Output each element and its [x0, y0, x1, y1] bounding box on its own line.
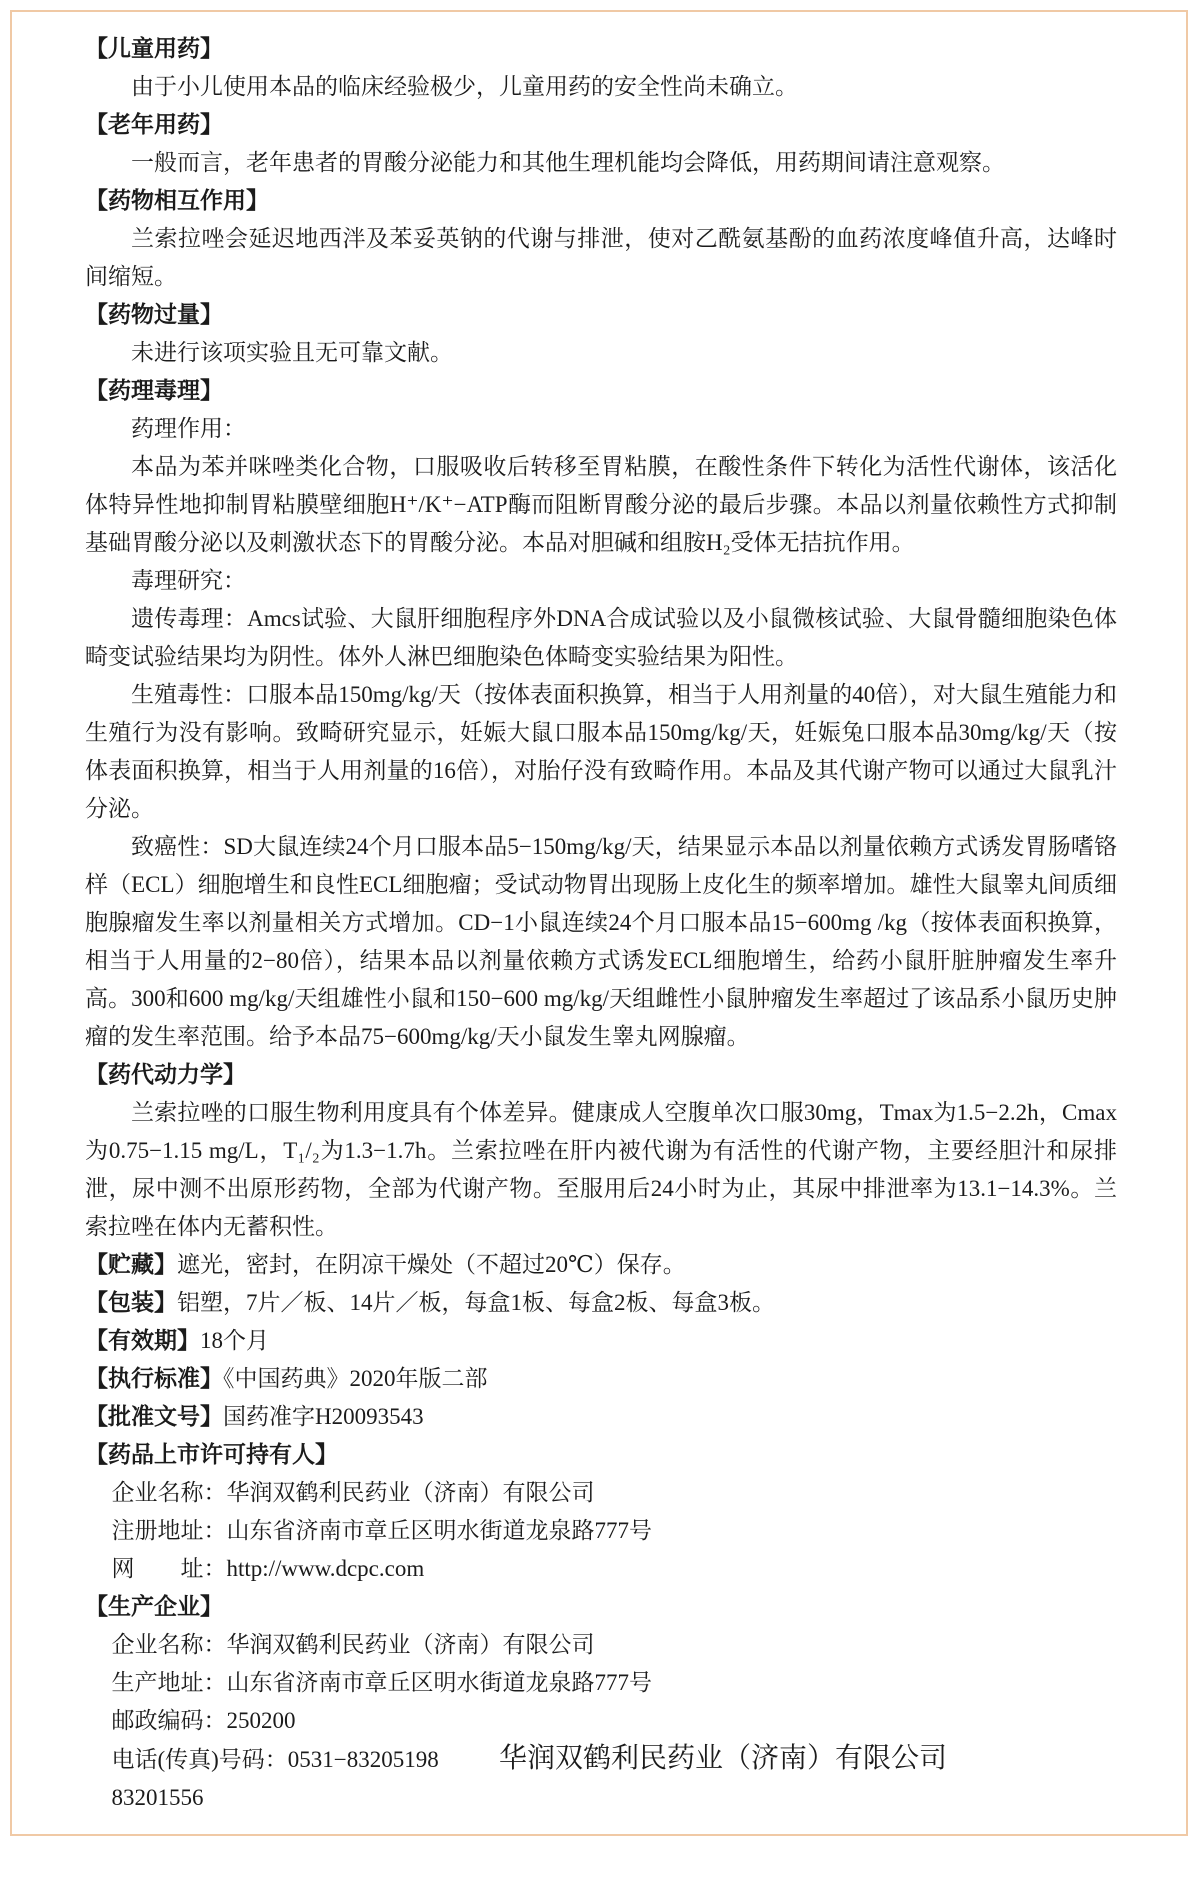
holder-website: 网 址：http://www.dcpc.com: [111, 1556, 425, 1581]
section-title-overdose: 【药物过量】: [85, 302, 223, 327]
subheading-pharmacologic-action: 药理作用：: [131, 416, 246, 441]
paragraph-pediatric-use: 由于小儿使用本品的临床经验极少，儿童用药的安全性尚未确立。: [131, 74, 798, 99]
field-storage-value: 遮光，密封，在阴凉干燥处（不超过20℃）保存。: [177, 1252, 686, 1277]
manufacturer-company-name: 企业名称：华润双鹤利民药业（济南）有限公司: [111, 1632, 595, 1657]
field-standard: [85, 1360, 1117, 1398]
field-shelf-life: [85, 1322, 1117, 1360]
field-packaging-value: 铝塑，7片／板、14片／板，每盒1板、每盒2板、每盒3板。: [177, 1290, 775, 1315]
section-title-manufacturer: 【生产企业】: [85, 1594, 223, 1619]
field-packaging-label: 【包装】: [85, 1290, 177, 1315]
section-title-pediatric-use: 【儿童用药】: [85, 36, 223, 61]
section-title-drug-interactions: 【药物相互作用】: [85, 188, 269, 213]
paragraph-overdose: 未进行该项实验且无可靠文献。: [131, 340, 453, 365]
field-approval-number-label: 【批准文号】: [85, 1404, 223, 1429]
paragraph-geriatric-use: 一般而言，老年患者的胃酸分泌能力和其他生理机能均会降低，用药期间请注意观察。: [131, 150, 1005, 175]
field-storage: [85, 1246, 1117, 1284]
field-standard-label: 【执行标准】: [85, 1366, 223, 1391]
paragraph-reproductive-toxicity: 生殖毒性：口服本品150mg/kg/天（按体表面积换算，相当于人用剂量的40倍），对大鼠生殖能力和生殖行为没有影响。致畸研究显示，妊娠大鼠口服本品150mg/kg/天，妊娠兔口服本品30mg/kg/天（按体表面积换算，相当于人用剂量的16倍），对胎仔没有致畸作用。本品及其代谢产物可以通过大鼠乳汁分泌。: [85, 682, 1117, 821]
section-title-pharmacology-toxicology: 【药理毒理】: [85, 378, 223, 403]
section-title-geriatric-use: 【老年用药】: [85, 112, 223, 137]
section-title-marketing-authorization-holder: 【药品上市许可持有人】: [85, 1442, 338, 1467]
holder-registered-address: 注册地址：山东省济南市章丘区明水街道龙泉路777号: [111, 1518, 652, 1543]
field-packaging: [85, 1284, 1117, 1322]
manufacturer-postal-code: 邮政编码：250200: [111, 1708, 296, 1733]
footer-company-name: 华润双鹤利民药业（济南）有限公司: [498, 1743, 947, 1774]
insert-text-content: [85, 30, 1117, 1817]
manufacturer-address: 生产地址：山东省济南市章丘区明水街道龙泉路777号: [111, 1670, 652, 1695]
footer-row: [85, 1740, 1117, 1817]
paragraph-pharmacokinetics: 兰索拉唑的口服生物利用度具有个体差异。健康成人空腹单次口服30mg，Tmax为1.5−2.2h，Cmax为0.75−1.15 mg/L，T₁/₂为1.3−1.7h。兰索拉唑在肝内被代谢为有活性的代谢产物，主要经胆汁和尿排泄，尿中测不出原形药物，全部为代谢产物。至服用后24小时为止，其尿中排泄率为13.1−14.3%。兰索拉唑在体内无蓄积性。: [85, 1100, 1117, 1239]
holder-company-name: 企业名称：华润双鹤利民药业（济南）有限公司: [111, 1480, 595, 1505]
manufacturer-phone-fax: 电话(传真)号码：0531−83205198 83201556: [111, 1747, 462, 1810]
subheading-toxicology-research: 毒理研究：: [131, 568, 246, 593]
field-storage-label: 【贮藏】: [85, 1252, 177, 1277]
field-approval-number: [85, 1398, 1117, 1436]
paragraph-drug-interactions: 兰索拉唑会延迟地西泮及苯妥英钠的代谢与排泄，使对乙酰氨基酚的血药浓度峰值升高，达峰时间缩短。: [85, 226, 1117, 289]
paragraph-pharmacologic-action: 本品为苯并咪唑类化合物，口服吸收后转移至胃粘膜，在酸性条件下转化为活性代谢体，该活化体特异性地抑制胃粘膜壁细胞H⁺/K⁺−ATP酶而阻断胃酸分泌的最后步骤。本品以剂量依赖性方式抑制基础胃酸分泌以及刺激状态下的胃酸分泌。本品对胆碱和组胺H₂受体无拮抗作用。: [85, 454, 1117, 555]
field-standard-value: 《中国药典》2020年版二部: [223, 1366, 488, 1391]
field-shelf-life-value: 18个月: [200, 1328, 269, 1353]
field-approval-number-value: 国药准字H20093543: [223, 1404, 424, 1429]
paragraph-carcinogenicity: 致癌性：SD大鼠连续24个月口服本品5−150mg/kg/天，结果显示本品以剂量依赖方式诱发胃肠嗜铬样（ECL）细胞增生和良性ECL细胞瘤；受试动物胃出现肠上皮化生的频率增加。雄性大鼠睾丸间质细胞腺瘤发生率以剂量相关方式增加。CD−1小鼠连续24个月口服本品15−600mg /kg（按体表面积换算，相当于人用量的2−80倍），结果本品以剂量依赖方式诱发ECL细胞增生，给药小鼠肝脏肿瘤发生率升高。300和600 mg/kg/天组雄性小鼠和150−600 mg/kg/天组雌性小鼠肿瘤发生率超过了该品系小鼠历史肿瘤的发生率范围。给予本品75−600mg/kg/天小鼠发生睾丸网腺瘤。: [85, 834, 1117, 1049]
paragraph-genetic-toxicity: 遗传毒理：Amcs试验、大鼠肝细胞程序外DNA合成试验以及小鼠微核试验、大鼠骨髓细胞染色体畸变试验结果均为阴性。体外人淋巴细胞染色体畸变实验结果为阳性。: [85, 606, 1117, 669]
section-title-pharmacokinetics: 【药代动力学】: [85, 1062, 246, 1087]
field-shelf-life-label: 【有效期】: [85, 1328, 200, 1353]
